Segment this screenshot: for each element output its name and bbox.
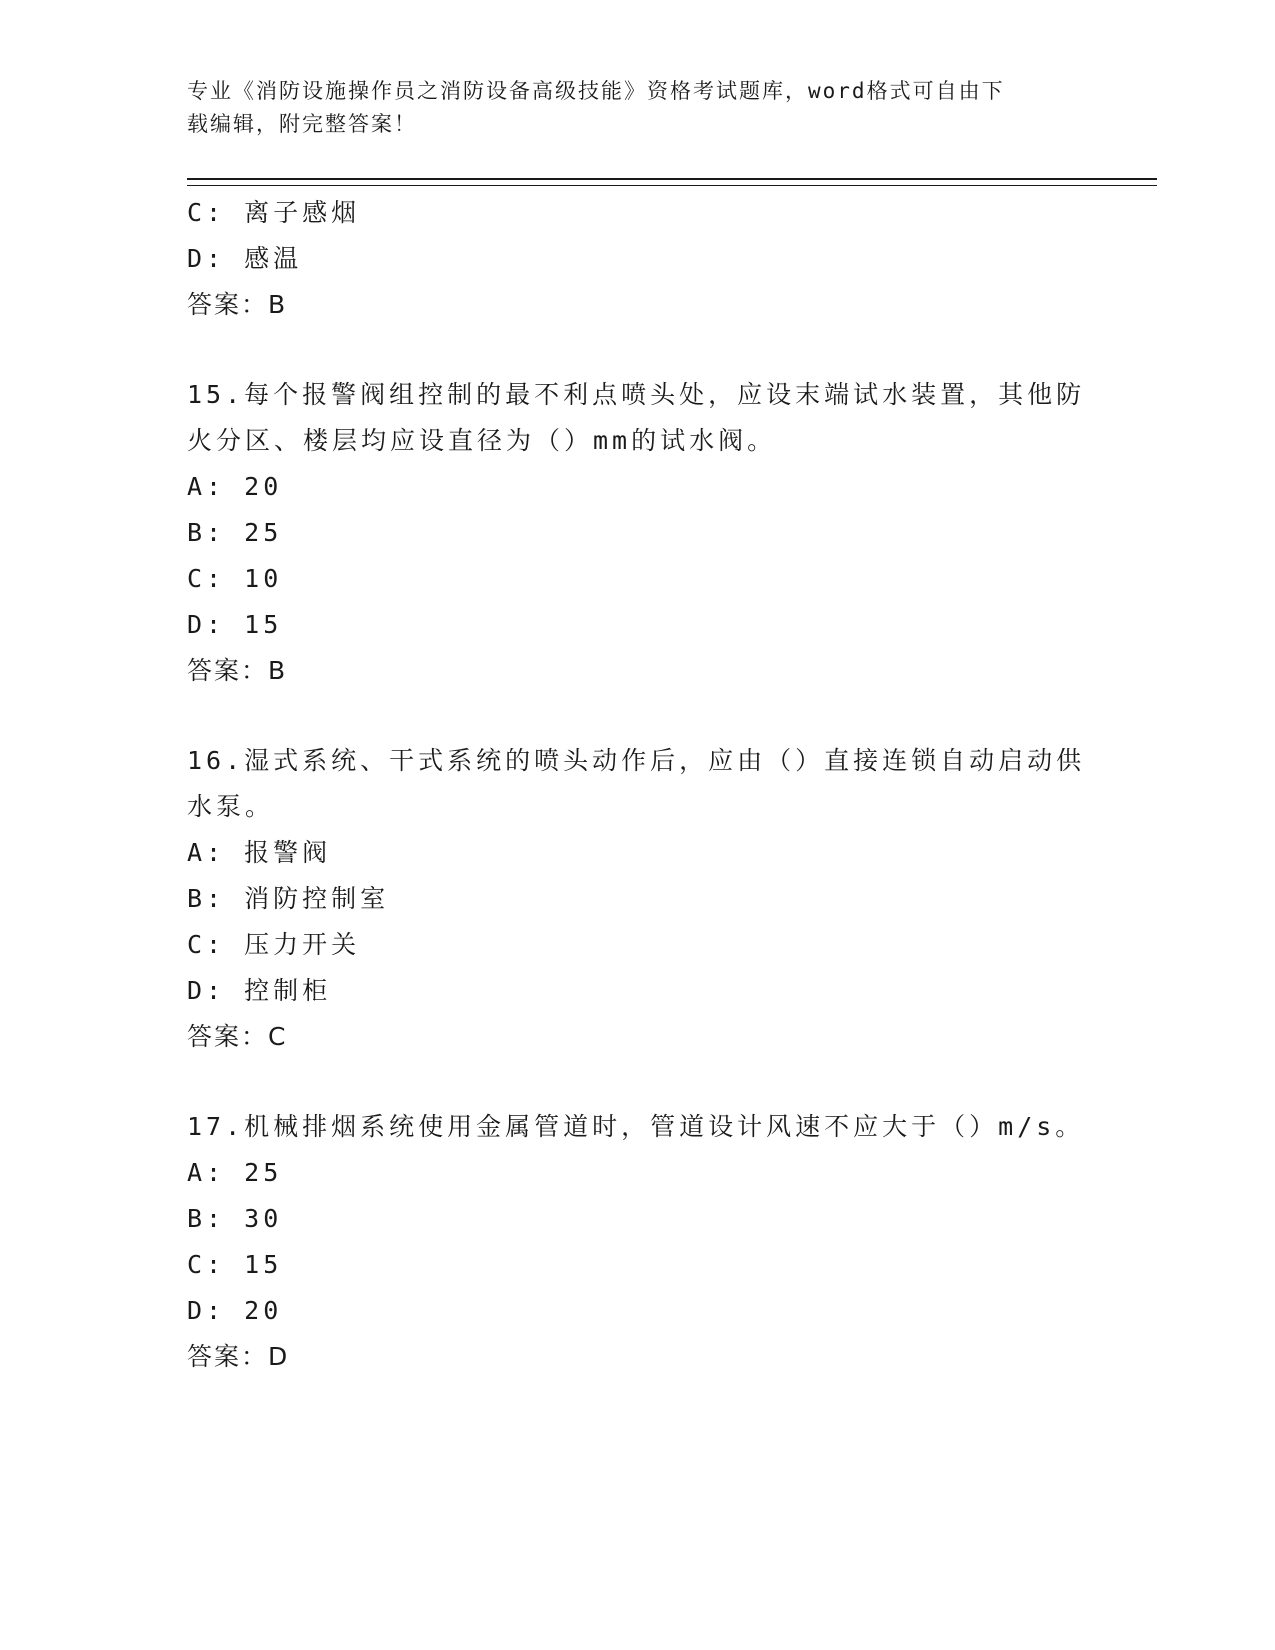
question-16 (187, 738, 1087, 1060)
answer: 答案：C (187, 1022, 288, 1051)
spacer (187, 694, 1087, 738)
option-b: B: 25 (187, 518, 283, 547)
option-c: C: 离子感烟 (187, 198, 361, 227)
option-a: A: 20 (187, 472, 283, 501)
question-17 (187, 1104, 1087, 1380)
question-stem-line-1: 15.每个报警阀组控制的最不利点喷头处，应设末端试水装置，其他防 (187, 380, 1086, 409)
spacer (187, 1060, 1087, 1104)
document-header (187, 75, 1087, 141)
option-d: D: 20 (187, 1296, 283, 1325)
answer: 答案：B (187, 290, 288, 319)
spacer (187, 328, 1087, 372)
question-list (187, 190, 1087, 1380)
question-15 (187, 372, 1087, 694)
option-b: B: 消防控制室 (187, 884, 390, 913)
option-d: D: 15 (187, 610, 283, 639)
question-14 (187, 190, 1087, 328)
option-c: C: 10 (187, 564, 283, 593)
question-stem-line-1: 16.湿式系统、干式系统的喷头动作后，应由（）直接连锁自动启动供 (187, 746, 1086, 775)
option-a: A: 报警阀 (187, 838, 332, 867)
option-a: A: 25 (187, 1158, 283, 1187)
header-divider (187, 178, 1157, 186)
answer: 答案：B (187, 656, 288, 685)
option-b: B: 30 (187, 1204, 283, 1233)
question-stem-line-2: 火分区、楼层均应设直径为（）mm的试水阀。 (187, 426, 777, 455)
option-c: C: 15 (187, 1250, 283, 1279)
answer: 答案：D (187, 1342, 290, 1371)
header-title-line-1: 专业《消防设施操作员之消防设备高级技能》资格考试题库，word格式可自由下 (187, 79, 1005, 103)
option-d: D: 控制柜 (187, 976, 332, 1005)
option-d: D: 感温 (187, 244, 303, 273)
header-title-line-2: 载编辑，附完整答案！ (187, 112, 417, 136)
question-stem-line-1: 17.机械排烟系统使用金属管道时，管道设计风速不应大于（）m/s。 (187, 1112, 1085, 1141)
option-c: C: 压力开关 (187, 930, 361, 959)
question-stem-line-2: 水泵。 (187, 792, 275, 821)
